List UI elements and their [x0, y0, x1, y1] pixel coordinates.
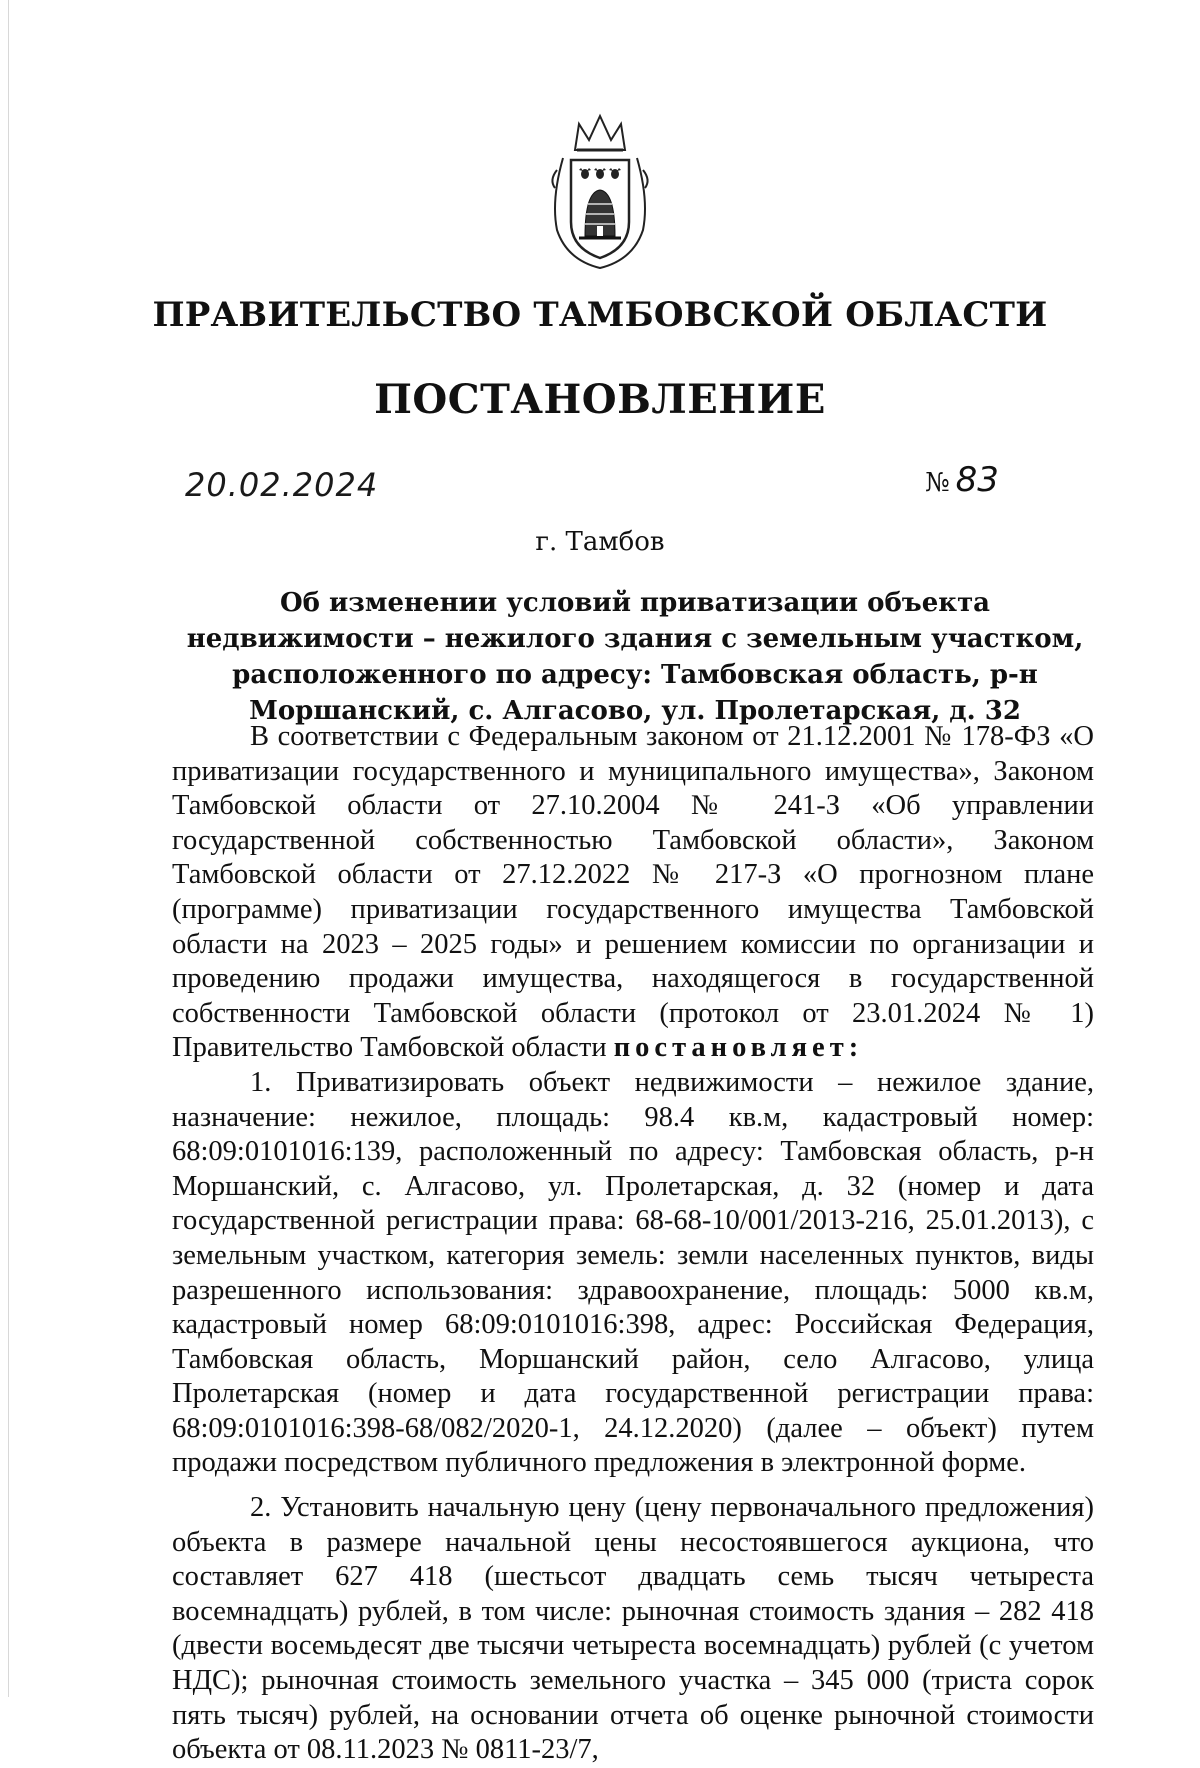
document-number	[925, 460, 999, 500]
scan-edge	[8, 0, 9, 1697]
handwritten-date: 20.02.2024	[185, 466, 379, 504]
decree-word: постановляет:	[613, 1032, 864, 1064]
number-label: №	[925, 468, 950, 498]
document-type: ПОСТАНОВЛЕНИЕ	[374, 376, 826, 423]
item-1-paragraph: 1. Приватизировать объект недвижимости – нежилое здание, назначение: нежилое, площадь: 98.4 кв.м, кадастровый номер: 68:09:0101016:139, расположенный по адресу: Тамбовская область, р-н Моршанский, с. Алгасово, ул. Пролетарская, д. 32 (номер и дата государственной регистрации права: 68-68-10/001/2013-216, 25.01.2013), с земельным участком, категория земель: земли населенных пунктов, виды разрешенного использования: здравоохранение, площадь: 5000 кв.м, кадастровый номер 68:09:0101016:398, адрес: Российская Федерация, Тамбовская область, Моршанский район, село Алгасово, улица Пролетарская (номер и дата государственной регистрации права: 68:09:0101016:398-68/082/2020-1, 24.12.2020) (далее – объект) путем продажи посредством публичного предложения в электронной форме.	[172, 1066, 1094, 1479]
city: г. Тамбов	[535, 527, 665, 557]
tambov-region-coat-of-arms-icon	[545, 110, 655, 272]
handwritten-number: 83	[955, 460, 999, 500]
item-2-paragraph: 2. Установить начальную цену (цену первоначального предложения) объекта в размере начальной цены несостоявшегося аукциона, что составляет 627 418 (шестьсот двадцать семь тысяч четыреста восемнадцать) рублей, в том числе: рыночная стоимость здания – 282 418 (двести восемьдесят две тысячи четыреста восемнадцать) рублей (с учетом НДС); рыночная стоимость земельного участка – 345 000 (триста сорок пять тысяч) рублей, на основании отчета об оценке рыночной стоимости объекта от 08.11.2023 № 0811-23/7,	[172, 1492, 1094, 1766]
preamble-paragraph	[172, 720, 1094, 1066]
document-body	[172, 720, 1094, 1768]
document-subject: Об изменении условий приватизации объекта недвижимости – нежилого здания с земельным участком, расположенного по адресу: Тамбовская область, р-н Моршанский, с. Алгасово, ул. Пролетарская, д. 32	[186, 588, 1084, 726]
organization-title: ПРАВИТЕЛЬСТВО ТАМБОВСКОЙ ОБЛАСТИ	[152, 295, 1048, 335]
preamble-text: В соответствии с Федеральным законом от 21.12.2001 № 178-ФЗ «О приватизации государственного и муниципального имущества», Законом Тамбовской области от 27.10.2004 № 241-З «Об управлении государственной собственностью Тамбовской области», Законом Тамбовской области от 27.12.2022 № 217-З «О прогнозном плане (программе) приватизации государственного имущества Тамбовской области на 2023 – 2025 годы» и решением комиссии по организации и проведению продажи имущества, находящегося в государственной собственности Тамбовской области (протокол от 23.01.2024 № 1) Правительство Тамбовской области	[172, 721, 1094, 1064]
